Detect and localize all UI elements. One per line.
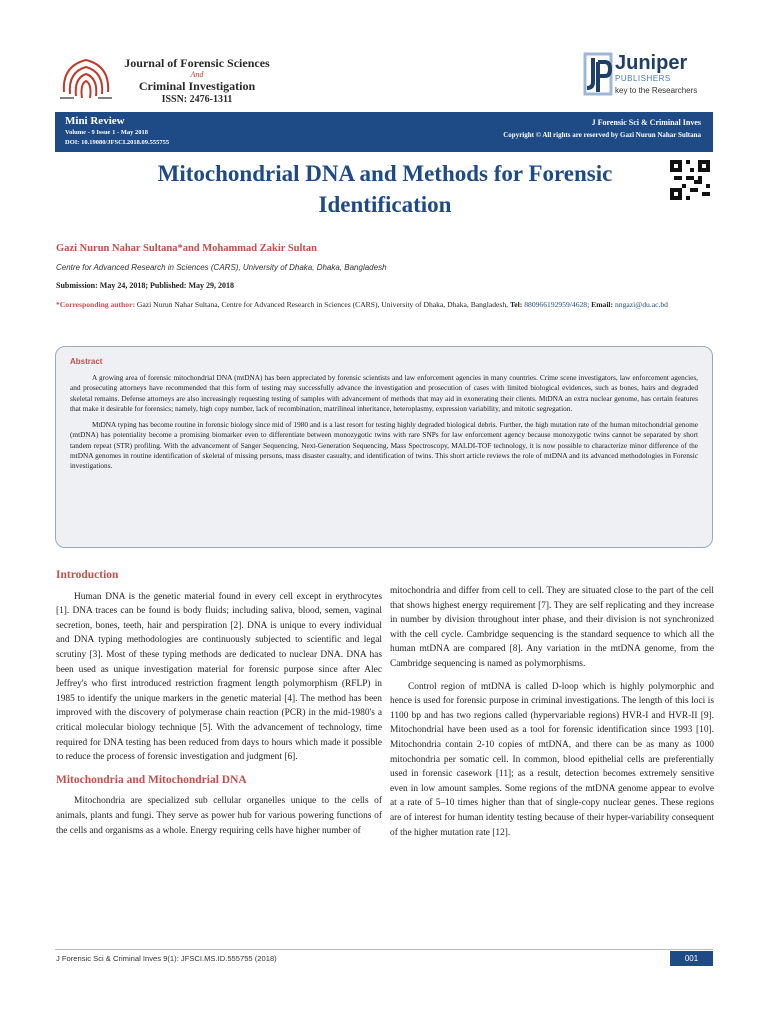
copyright-notice: Copyright © All rights are reserved by Gazi Nurun Nahar Sultana (503, 131, 701, 139)
article-info-band (55, 112, 713, 152)
journal-short-name: J Forensic Sci & Criminal Inves (591, 118, 701, 127)
volume-info: Volume - 9 Issue 1 - May 2018 (65, 129, 148, 136)
doi-link[interactable]: DOI: 10.19080/JFSCI.2018.09.555755 (65, 139, 170, 146)
section-heading-introduction: Introduction (56, 569, 119, 581)
right-column (390, 584, 714, 848)
journal-name (112, 56, 282, 106)
tel-number[interactable]: 880966192959/4628; (524, 300, 590, 309)
abstract-box (55, 346, 713, 548)
journal-line3: Criminal Investigation (138, 79, 256, 93)
body-paragraph: Human DNA is the genetic material found in every cell except in erythrocytes [1]. DNA traces can be found is body fluids; including saliva, blood, semen, vaginal secretion, bones, teeth, hair and perspiration [2]. DNA is unique to every individual and DNA typing methodologies are continuously subjected to scientific and legal scrutiny [3]. Most of these typing methods are dedicated to nuclear DNA. DNA has been used as unique investigation material for forensic purpose since after Alec Jeffrey's who first introduced restriction fragment length polymorphism (RFLP) in 1985 to identify the unique markers in the genetic material [4]. The method has been improved with the discovery of polymerase chain reaction (PCR) in the mid-1980's a critical molecular biology technique [5]. With the advancement of technology, time required for DNA testing has been reduced from days to hours which made it possible to reduce the process of forensic investigation and judgment [6]. (56, 591, 382, 763)
corresponding-author (56, 299, 716, 310)
article-title: Mitochondrial DNA and Methods for Forensic Identification (157, 161, 613, 217)
footer-divider (55, 949, 713, 950)
corr-text: Gazi Nurun Nahar Sultana, Centre for Advanced Research in Sciences (CARS), University of Dhaka, Dhaka, Bangladesh, (136, 300, 509, 309)
corr-label: *Corresponding author: (56, 300, 135, 309)
submission-dates: Submission: May 24, 2018; Published: May 29, 2018 (56, 281, 235, 290)
left-column (56, 568, 382, 846)
author-list: Gazi Nurun Nahar Sultana*and Mohammad Zakir Sultan (56, 243, 318, 254)
fingerprint-icon (56, 52, 116, 104)
abstract-paragraph: MtDNA typing has become routine in forensic biology since mid of 1980 and is a last resort for testing highly degraded biological debris. Further, the high mutation rate of the human mitochondrial genome (mtDNA) has potentiality become a promising biomarker even to differentiate between monozygotic twins with rare SNPs for law enforcement agency because monozygotic twins cannot be separated by short tandem repeat (STR) profiling. With the advancement of Sanger Sequencing, Next-Generation Sequencing, Mass Spectroscopy, MALDI-TOF technology, it is now possible to characterize minor difference of the mtDNA genomes in routine identification of skeletal of missing persons, mass disaster casualty, and identification of twins. This short article reviews the role of mtDNA and its advanced methodologies in Forensic investigations. (70, 420, 698, 471)
body-paragraph: Mitochondria are specialized sub cellular organelles unique to the cells of animals, plants and fungi. They serve as power hub for various powering functions of the cells and organisms as a whole. Energy requiring cells have higher number of (56, 796, 382, 836)
publisher-name: Juniper (615, 52, 688, 74)
email-link[interactable]: nngazi@du.ac.bd (614, 300, 668, 309)
body-paragraph: mitochondria and differ from cell to cell. They are situated close to the part of the cell that shows highest energy requirement [7]. They are self replicating and they increase in number by division throughout inter phase, and their division is not synchronized with the cell cycle. Cambridge sequencing is the standard sequence to which all the human mtDNA are compared [8]. Any variation in the mtDNA genome, from the Cambridge sequencing is named as polymorphisms. (390, 586, 714, 669)
journal-logo (56, 52, 116, 104)
article-type: Mini Review (65, 115, 125, 127)
section-heading-mitochondria: Mitochondria and Mitochondrial DNA (56, 773, 247, 786)
journal-issn: ISSN: 2476-1311 (161, 94, 233, 105)
journal-line1: Journal of Forensic Sciences (124, 56, 270, 70)
page-number: 001 (670, 951, 713, 966)
tel-label: Tel: (509, 300, 523, 309)
journal-line2: And (190, 70, 204, 79)
affiliation: Centre for Advanced Research in Sciences (CARS), University of Dhaka, Dhaka, Bangladesh (56, 263, 387, 272)
abstract-paragraph: A growing area of forensic mitochondrial DNA (mtDNA) has been appreciated by forensic scientists and law enforcement agencies in many countries. Crime scene investigators, law enforcement agencies, and prosecuting attorneys have recommended that this form of testing may successfully advance the investigation and prosecution of cases with limited biological evidences, such as bones, hairs and degraded skeletal remains. Defense attorneys are also increasingly requesting testing of samples with advancement of methods that may aid in exonerating their clients. MtDNA an extra nuclear genome, has certain features that make it desirable for forensics; namely, high copy number, lack of recombination, matrilineal inheritance, heteroplasmy, expression variability, and mitotic segregation. (70, 373, 698, 413)
email-label: Email: (591, 300, 614, 309)
qr-code-icon[interactable] (670, 160, 710, 200)
jp-logo-icon (583, 52, 613, 96)
publisher-sub: PUBLISHERS (615, 74, 671, 83)
publisher-tagline: key to the Researchers (615, 86, 698, 95)
abstract-heading: Abstract (70, 357, 103, 366)
body-paragraph: Control region of mtDNA is called D-loop which is highly polymorphic and hence is used for forensic purpose in criminal investigations. The length of this loci is 1100 bp and has two regions called (hypervariable regions) HVR-I and HVR-II [9]. Mitochondrial have been used as a tool for forensic identification since 1993 [10]. Mitochondria contain 2-10 copies of mtDNA, and there can be as many as 1000 mitochondria per somatic cell. In common, blood epithelial cells are preferentially used in forensic casework [11]; as a result, detection becomes extremely sensitive even in low amount samples. Some regions of the mtDNA genome appear to evolve at a rate of 5–10 times higher than that of single-copy nuclear genes. These regions are of interest for human identity testing because of their hyper-variability consequent of the higher mutation rate [12]. (390, 681, 714, 838)
footer-citation: J Forensic Sci & Criminal Inves 9(1): JFSCI.MS.ID.555755 (2018) (56, 954, 277, 963)
